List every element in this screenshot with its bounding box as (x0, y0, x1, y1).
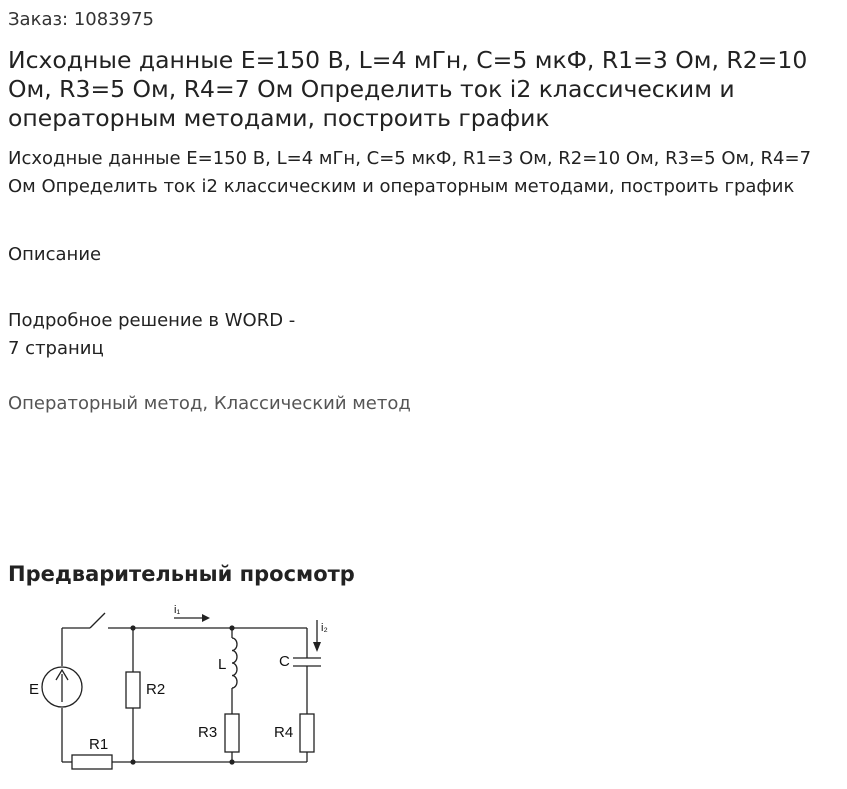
resistor-r4 (300, 714, 314, 752)
label-r1: R1 (89, 736, 109, 753)
solution-info (8, 307, 295, 363)
resistor-r3 (225, 714, 239, 752)
capacitor (293, 658, 321, 666)
circuit-preview-image (22, 598, 342, 770)
label-i2: i₂ (321, 622, 328, 634)
order-number: Заказ: 1083975 (8, 9, 154, 30)
voltage-source (42, 667, 82, 707)
label-r2: R2 (146, 681, 166, 698)
solution-format-text: Подробное решение в WORD - (8, 310, 296, 331)
label-r3: R3 (198, 724, 218, 741)
page-title: Исходные данные E=150 В, L=4 мГн, C=5 мкФ, R1=3 Ом, R2=10 Ом, R3=5 Ом, R4=7 Ом Определить ток i2 классическим и операторным методами, построить график (8, 46, 808, 132)
label-e: E (29, 681, 40, 698)
task-description: Исходные данные E=150 В, L=4 мГн, C=5 мкФ, R1=3 Ом, R2=10 Ом, R3=5 Ом, R4=7 Ом Определить ток i2 классическим и операторным методами, построить график (8, 148, 812, 197)
inductor (232, 638, 237, 688)
method-tags: Операторный метод, Классический метод (8, 393, 411, 414)
current-arrow-i2 (313, 620, 321, 652)
switch-blade (90, 613, 105, 628)
preview-heading: Предварительный просмотр (8, 562, 355, 586)
label-i1: i₁ (174, 604, 181, 616)
label-r4: R4 (274, 724, 294, 741)
resistor-r2 (126, 672, 140, 708)
solution-pages-text: 7 страниц (8, 338, 104, 359)
label-c: C (279, 653, 290, 670)
label-l: L (218, 656, 227, 673)
resistor-r1 (72, 755, 112, 769)
description-section-label: Описание (8, 244, 102, 265)
